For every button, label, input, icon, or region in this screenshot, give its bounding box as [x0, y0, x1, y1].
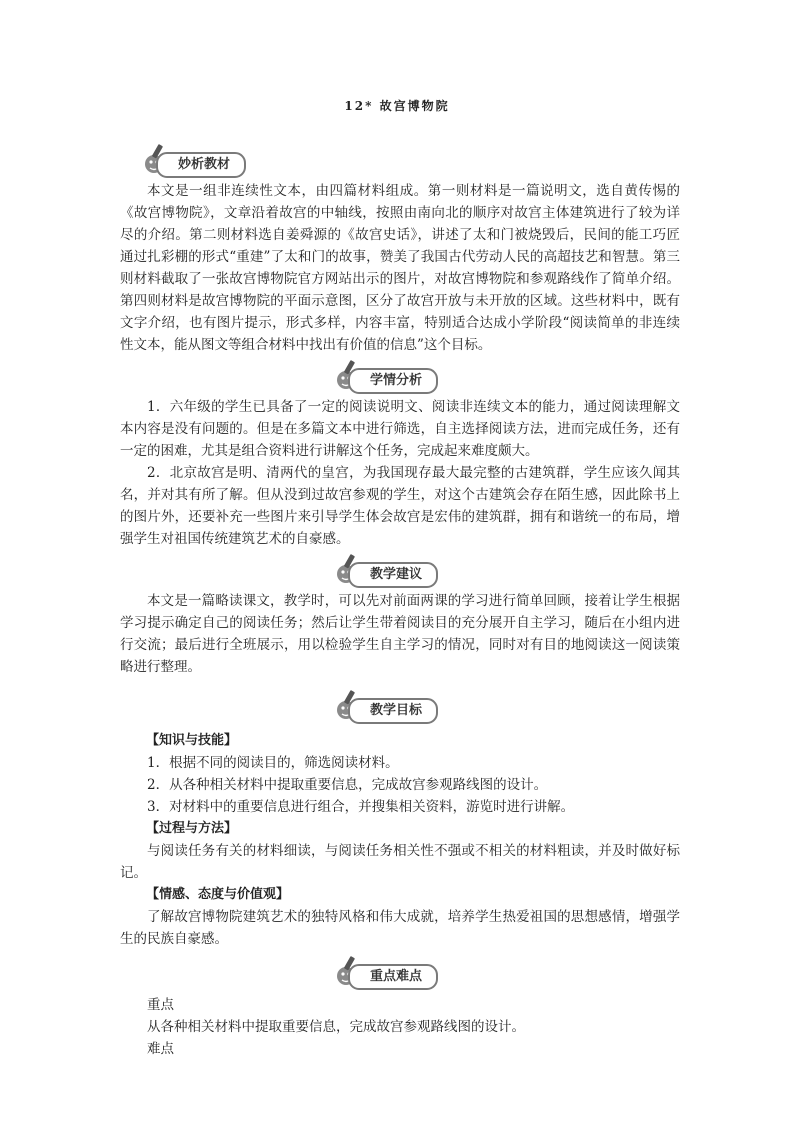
section-header-1	[142, 142, 680, 178]
paragraph: 与阅读任务有关的材料细读，与阅读任务相关性不强或不相关的材料粗读，并及时做好标记。	[120, 843, 680, 881]
paragraph: 本文是一篇略读课文，教学时，可以先对前面两课的学习进行简单回顾，接着让学生根据学习提示确定自己的阅读任务；然后让学生带着阅读目的充分展开自主学习，随后在小组内进行交流；最后进行全班展示，用以检验学生自主学习的情况，同时对有目的地阅读这一阅读策略进行整理。	[120, 593, 680, 675]
section-title: 教学目标	[348, 698, 438, 724]
paragraph: 本文是一组非连续性文本，由四篇材料组成。第一则材料是一篇说明文，选自黄传惕的《故宫博物院》，文章沿着故宫的中轴线，按照由南向北的顺序对故宫主体建筑进行了较为详尽的介绍。第二则材料选自姜舜源的《故宫史话》，讲述了太和门被烧毁后，民间的能工巧匠通过扎彩棚的形式“重建”了太和门的故事，赞美了我国古代劳动人民的高超技艺和智慧。第三则材料截取了一张故宫博物院官方网站出示的图片，对故宫博物院和参观路线作了简单介绍。第四则材料是故宫博物院的平面示意图，区分了故宫开放与未开放的区域。这些材料中，既有文字介绍，也有图片提示，形式多样，内容丰富，特别适合达成小学阶段“阅读简单的非连续性文本，能从图文等组合材料中找出有价值的信息”这个目标。	[120, 183, 680, 353]
subheading: 【过程与方法】	[146, 821, 238, 836]
section-title: 重点难点	[348, 964, 438, 990]
list-item: 1．根据不同的阅读目的，筛选阅读材料。	[147, 755, 399, 771]
subheading: 【情感、态度与价值观】	[146, 887, 290, 902]
section-title: 妙析教材	[156, 152, 246, 178]
subheading: 【知识与技能】	[146, 733, 238, 748]
section-title: 学情分析	[348, 368, 438, 394]
page-content	[120, 140, 680, 1060]
section-header-2	[334, 358, 680, 394]
section-header-5	[334, 954, 680, 990]
label-difficulty: 难点	[147, 1041, 174, 1057]
section-header-3	[334, 552, 680, 588]
page-header-title: 12* 故宫博物院	[344, 99, 450, 113]
paragraph: 从各种相关材料中提取重要信息，完成故宫参观路线图的设计。	[147, 1019, 525, 1035]
paragraph: 1．六年级的学生已具备了一定的阅读说明文、阅读非连续文本的能力，通过阅读理解文本内容是没有问题的。但是在多篇文本中进行筛选，自主选择阅读方法，进而完成任务，还有一定的困难，尤其是组合资料进行讲解这个任务，完成起来难度颇大。	[120, 399, 680, 459]
list-item: 2．从各种相关材料中提取重要信息，完成故宫参观路线图的设计。	[147, 777, 548, 793]
section-title: 教学建议	[348, 562, 438, 588]
list-item: 3．对材料中的重要信息进行组合，并搜集相关资料，游览时进行讲解。	[147, 799, 575, 815]
label-key-point: 重点	[147, 997, 174, 1013]
paragraph: 2．北京故宫是明、清两代的皇宫，为我国现存最大最完整的古建筑群，学生应该久闻其名，并对其有所了解。但从没到过故宫参观的学生，对这个古建筑会存在陌生感，因此除书上的图片外，还要补充一些图片来引导学生体会故宫是宏伟的建筑群，拥有和谐统一的布局，增强学生对祖国传统建筑艺术的自豪感。	[120, 465, 680, 547]
paragraph: 了解故宫博物院建筑艺术的独特风格和伟大成就，培养学生热爱祖国的思想感情，增强学生的民族自豪感。	[120, 909, 680, 947]
section-header-4	[334, 688, 680, 724]
